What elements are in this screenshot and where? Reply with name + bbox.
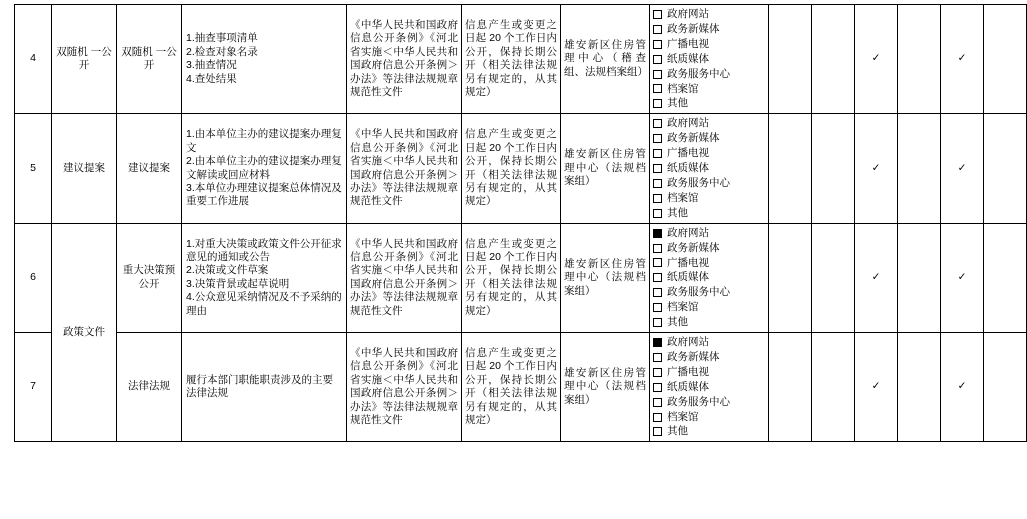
org-text: 雄安新区住房管理中心（法规档案组） <box>564 257 646 297</box>
row-channels <box>650 223 769 332</box>
row-responsible-org <box>561 223 650 332</box>
content-line: 3.抽查情况 <box>186 59 237 72</box>
row-number: 5 <box>15 114 52 223</box>
checkbox-icon[interactable] <box>653 427 662 436</box>
checkbox-icon[interactable] <box>653 229 662 238</box>
org-text: 雄安新区住房管理中心（法规档案组） <box>564 148 646 188</box>
row-number: 4 <box>15 5 52 114</box>
row-responsible-org <box>561 114 650 223</box>
channel-label: 纸质媒体 <box>667 52 709 65</box>
checkbox-icon[interactable] <box>653 258 662 267</box>
table-body <box>15 5 1027 442</box>
checkbox-icon[interactable] <box>653 194 662 203</box>
mark-cell <box>812 223 855 332</box>
channel-item[interactable] <box>653 7 765 22</box>
checkbox-icon[interactable] <box>653 244 662 253</box>
channel-label: 其他 <box>667 425 688 438</box>
mark-cell <box>898 5 941 114</box>
row-legal-basis <box>347 114 462 223</box>
channel-item[interactable] <box>653 241 765 256</box>
row-time-requirement <box>462 114 561 223</box>
content-line: 4.公众意见采纳情况及不予采纳的理由 <box>186 291 342 317</box>
mark-cell <box>984 223 1027 332</box>
channel-item[interactable] <box>653 226 765 241</box>
checkbox-icon[interactable] <box>653 10 662 19</box>
row-channels <box>650 114 769 223</box>
row-subcategory: 建议提案 <box>117 114 182 223</box>
mark-cell <box>984 114 1027 223</box>
mark-cell: ✓ <box>855 333 898 442</box>
checkbox-icon[interactable] <box>653 383 662 392</box>
channel-label: 政务新媒体 <box>667 22 720 35</box>
row-category: 建议提案 <box>52 114 117 223</box>
checkbox-icon[interactable] <box>653 119 662 128</box>
mark-cell: ✓ <box>855 5 898 114</box>
mark-cell <box>812 114 855 223</box>
channel-label: 纸质媒体 <box>667 271 709 284</box>
time-text: 信息产生或变更之日起 20 个工作日内公开，保持长期公开（相关法律法规另有规定的，从其规定） <box>465 237 557 317</box>
content-line: 1.由本单位主办的建议提案办理复文 <box>186 128 342 154</box>
channel-label: 广播电视 <box>667 256 709 269</box>
row-content <box>182 333 347 442</box>
channel-item[interactable] <box>653 96 765 111</box>
table-row <box>15 114 1027 223</box>
channel-label: 档案馆 <box>667 301 699 314</box>
channel-label: 广播电视 <box>667 147 709 160</box>
checkbox-icon[interactable] <box>653 25 662 34</box>
table-row <box>15 5 1027 114</box>
content-line: 2.检查对象名录 <box>186 45 258 58</box>
channel-item[interactable] <box>653 22 765 37</box>
channel-label: 纸质媒体 <box>667 380 709 393</box>
row-time-requirement <box>462 333 561 442</box>
content-line: 1.对重大决策或政策文件公开征求意见的通知或公告 <box>186 237 342 263</box>
channel-label: 档案馆 <box>667 191 699 204</box>
basis-text: 《中华人民共和国政府信息公开条例》《河北省实施＜中华人民共和国政府信息公开条例＞办法》等法律法规规章规范性文件 <box>350 18 458 99</box>
checkbox-icon[interactable] <box>653 338 662 347</box>
channel-list <box>653 335 765 439</box>
row-time-requirement <box>462 5 561 114</box>
checkbox-icon[interactable] <box>653 273 662 282</box>
basis-text: 《中华人民共和国政府信息公开条例》《河北省实施＜中华人民共和国政府信息公开条例＞办法》等法律法规规章规范性文件 <box>350 237 458 317</box>
mark-cell: ✓ <box>941 114 984 223</box>
disclosure-items-table <box>14 4 1027 442</box>
channel-item[interactable] <box>653 315 765 330</box>
basis-text: 《中华人民共和国政府信息公开条例》《河北省实施＜中华人民共和国政府信息公开条例＞办法》等法律法规规章规范性文件 <box>350 346 458 427</box>
channel-item[interactable] <box>653 270 765 285</box>
channel-label: 广播电视 <box>667 365 709 378</box>
channel-item[interactable] <box>653 300 765 315</box>
content-line: 1.抽查事项清单 <box>186 32 258 45</box>
channel-item[interactable] <box>653 424 765 439</box>
channel-item[interactable] <box>653 256 765 271</box>
row-legal-basis <box>347 333 462 442</box>
channel-label: 政务服务中心 <box>667 286 730 299</box>
channel-label: 政府网站 <box>667 8 709 20</box>
time-text: 信息产生或变更之日起 20 个工作日内公开，保持长期公开（相关法律法规另有规定的，从其规定） <box>465 18 557 99</box>
mark-cell <box>769 5 812 114</box>
checkbox-icon[interactable] <box>653 209 662 218</box>
channel-label: 其他 <box>667 316 688 329</box>
mark-cell <box>898 114 941 223</box>
checkbox-icon[interactable] <box>653 40 662 49</box>
mark-cell <box>769 333 812 442</box>
content-lines <box>185 32 343 86</box>
checkbox-icon[interactable] <box>653 413 662 422</box>
content-line: 3.决策背景或起草说明 <box>186 277 290 290</box>
channel-label: 政务新媒体 <box>667 132 720 145</box>
checkbox-icon[interactable] <box>653 318 662 327</box>
channel-item[interactable] <box>653 206 765 221</box>
mark-cell <box>812 333 855 442</box>
channel-label: 档案馆 <box>667 410 699 423</box>
mark-cell <box>898 333 941 442</box>
channel-item[interactable] <box>653 116 765 131</box>
checkbox-icon[interactable] <box>653 303 662 312</box>
mark-cell: ✓ <box>941 5 984 114</box>
table-row <box>15 333 1027 442</box>
channel-label: 广播电视 <box>667 37 709 50</box>
checkbox-icon[interactable] <box>653 288 662 297</box>
channel-item[interactable] <box>653 161 765 176</box>
channel-label: 政务新媒体 <box>667 241 720 254</box>
time-text: 信息产生或变更之日起 20 个工作日内公开，保持长期公开（相关法律法规另有规定的，从其规定） <box>465 346 557 427</box>
time-text: 信息产生或变更之日起 20 个工作日内公开，保持长期公开（相关法律法规另有规定的，从其规定） <box>465 128 557 208</box>
row-responsible-org <box>561 333 650 442</box>
row-time-requirement <box>462 223 561 332</box>
row-legal-basis <box>347 5 462 114</box>
checkbox-icon[interactable] <box>653 70 662 79</box>
row-responsible-org <box>561 5 650 114</box>
channel-item[interactable] <box>653 37 765 52</box>
row-subcategory: 法律法规 <box>117 333 182 442</box>
channel-item[interactable] <box>653 350 765 365</box>
org-text: 雄安新区住房管理中心（稽查组、法规档案组） <box>564 39 648 78</box>
row-category: 双随机 一公开 <box>52 5 117 114</box>
content-lines <box>185 374 343 401</box>
checkbox-icon[interactable] <box>653 398 662 407</box>
channel-label: 政务服务中心 <box>667 67 730 80</box>
channel-item[interactable] <box>653 285 765 300</box>
channel-label: 其他 <box>667 97 688 110</box>
org-text: 雄安新区住房管理中心（法规档案组） <box>564 367 646 406</box>
channel-item[interactable] <box>653 395 765 410</box>
channel-item[interactable] <box>653 146 765 161</box>
row-subcategory: 重大决策预公开 <box>117 223 182 332</box>
channel-item[interactable] <box>653 82 765 97</box>
checkbox-icon[interactable] <box>653 368 662 377</box>
channel-label: 档案馆 <box>667 82 699 95</box>
channel-item[interactable] <box>653 131 765 146</box>
mark-cell: ✓ <box>941 223 984 332</box>
content-line: 3.本单位办理建议提案总体情况及重要工作进展 <box>186 181 342 208</box>
channel-label: 政府网站 <box>667 336 709 349</box>
checkbox-icon[interactable] <box>653 99 662 108</box>
row-number: 6 <box>15 223 52 332</box>
channel-item[interactable] <box>653 191 765 206</box>
content-line: 4.查处结果 <box>186 72 237 85</box>
content-lines <box>185 128 343 209</box>
mark-cell <box>769 114 812 223</box>
document-page <box>0 4 967 519</box>
channel-item[interactable] <box>653 380 765 395</box>
channel-list <box>653 7 765 111</box>
channel-item[interactable] <box>653 410 765 425</box>
checkbox-icon[interactable] <box>653 164 662 173</box>
checkbox-icon[interactable] <box>653 353 662 362</box>
channel-label: 政务服务中心 <box>667 176 730 189</box>
row-legal-basis <box>347 223 462 332</box>
row-subcategory: 双随机 一公开 <box>117 5 182 114</box>
mark-cell <box>984 333 1027 442</box>
checkbox-icon[interactable] <box>653 84 662 93</box>
content-lines <box>185 238 343 319</box>
content-line: 履行本部门职能职责涉及的主要法律法规 <box>186 373 333 400</box>
mark-cell <box>812 5 855 114</box>
channel-label: 纸质媒体 <box>667 162 709 175</box>
channel-item[interactable] <box>653 365 765 380</box>
mark-cell <box>898 223 941 332</box>
row-content <box>182 223 347 332</box>
channel-label: 政府网站 <box>667 226 709 239</box>
checkbox-icon[interactable] <box>653 149 662 158</box>
mark-cell: ✓ <box>855 223 898 332</box>
basis-text: 《中华人民共和国政府信息公开条例》《河北省实施＜中华人民共和国政府信息公开条例＞办法》等法律法规规章规范性文件 <box>350 128 458 208</box>
table-row <box>15 223 1027 332</box>
row-content <box>182 114 347 223</box>
channel-label: 其他 <box>667 206 688 219</box>
row-channels <box>650 333 769 442</box>
channel-item[interactable] <box>653 176 765 191</box>
channel-label: 政务新媒体 <box>667 350 720 363</box>
checkbox-icon[interactable] <box>653 55 662 64</box>
row-category: 政策文件 <box>52 223 117 442</box>
channel-item[interactable] <box>653 67 765 82</box>
mark-cell: ✓ <box>855 114 898 223</box>
content-line: 2.由本单位主办的建议提案办理复文解读或回应材料 <box>186 155 342 181</box>
checkbox-icon[interactable] <box>653 179 662 188</box>
channel-item[interactable] <box>653 52 765 67</box>
row-number: 7 <box>15 333 52 442</box>
channel-label: 政府网站 <box>667 117 709 130</box>
mark-cell <box>984 5 1027 114</box>
mark-cell <box>769 223 812 332</box>
channel-label: 政务服务中心 <box>667 395 730 408</box>
content-line: 2.决策或文件草案 <box>186 264 269 277</box>
checkbox-icon[interactable] <box>653 134 662 143</box>
channel-list <box>653 116 765 220</box>
row-content <box>182 5 347 114</box>
channel-list <box>653 226 765 330</box>
channel-item[interactable] <box>653 335 765 350</box>
mark-cell: ✓ <box>941 333 984 442</box>
row-channels <box>650 5 769 114</box>
